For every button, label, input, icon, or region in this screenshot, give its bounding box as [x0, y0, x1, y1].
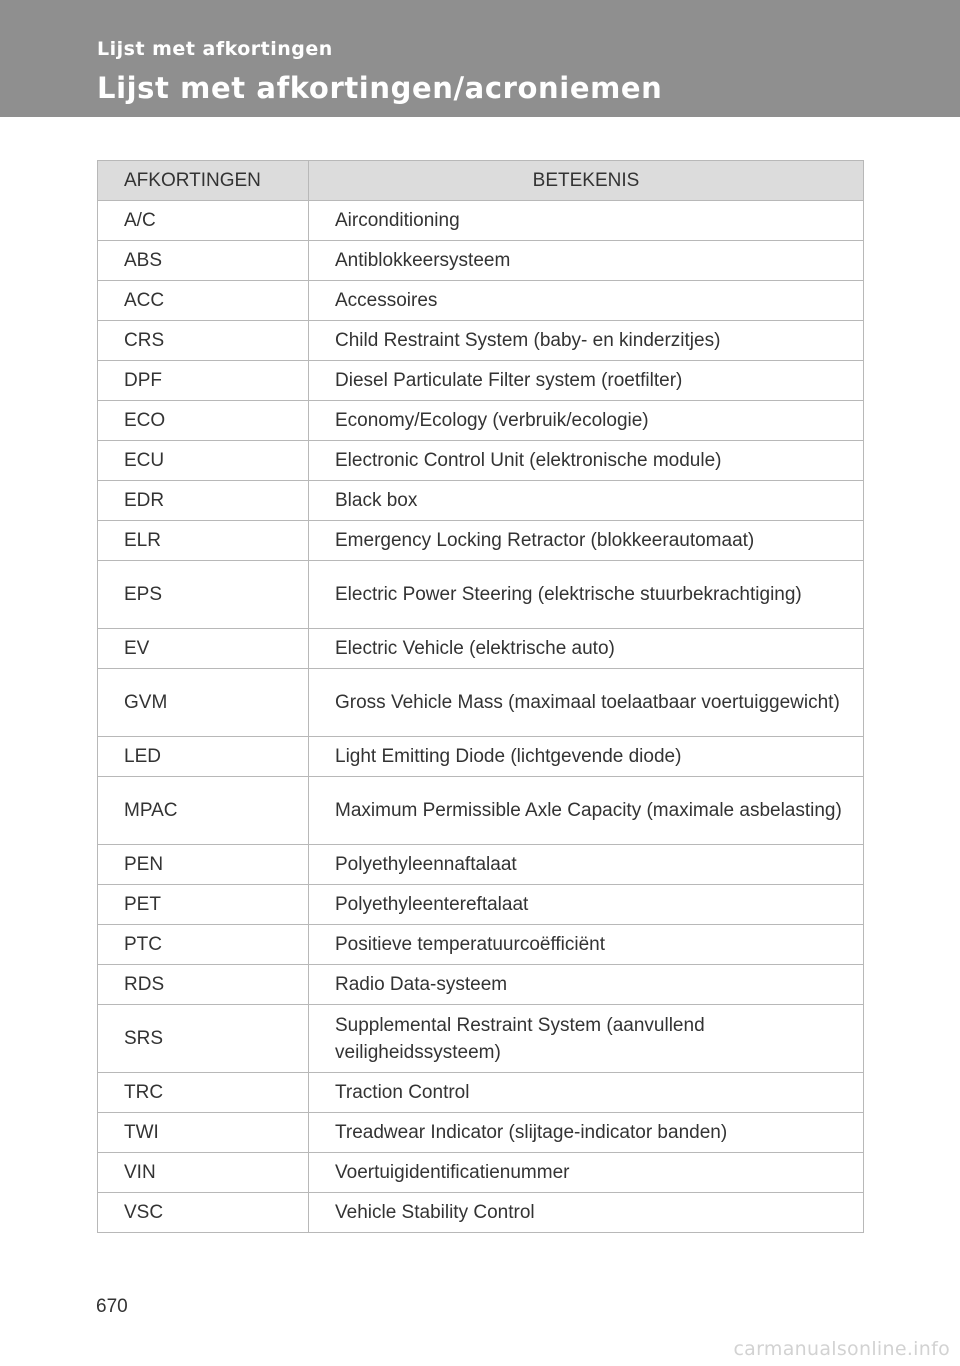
- table-row: [98, 281, 864, 321]
- abbreviation-cell: DPF: [98, 361, 309, 401]
- watermark-text: carmanualsonline.info: [733, 1338, 950, 1360]
- meaning-cell: Electric Vehicle (elektrische auto): [309, 629, 864, 669]
- page-number: 670: [96, 1296, 128, 1317]
- meaning-cell: Black box: [309, 481, 864, 521]
- table-row: [98, 361, 864, 401]
- table-row: [98, 401, 864, 441]
- meaning-cell: Maximum Permissible Axle Capacity (maximale asbelasting): [309, 777, 864, 845]
- abbreviation-cell: ACC: [98, 281, 309, 321]
- table-row: [98, 885, 864, 925]
- meaning-cell: Light Emitting Diode (lichtgevende diode): [309, 737, 864, 777]
- table-row: [98, 965, 864, 1005]
- table-row: [98, 1193, 864, 1233]
- table-row: [98, 629, 864, 669]
- meaning-cell: Airconditioning: [309, 201, 864, 241]
- abbreviations-table: [97, 160, 864, 1233]
- abbreviation-cell: ABS: [98, 241, 309, 281]
- meaning-cell: Supplemental Restraint System (aanvullend veiligheidssysteem): [309, 1005, 864, 1073]
- table-row: [98, 1073, 864, 1113]
- abbreviation-cell: PEN: [98, 845, 309, 885]
- abbreviation-cell: SRS: [98, 1005, 309, 1073]
- abbreviation-cell: RDS: [98, 965, 309, 1005]
- table-row: [98, 321, 864, 361]
- abbreviation-cell: TWI: [98, 1113, 309, 1153]
- meaning-cell: Economy/Ecology (verbruik/ecologie): [309, 401, 864, 441]
- meaning-cell: Electronic Control Unit (elektronische module): [309, 441, 864, 481]
- meaning-cell: Antiblokkeersysteem: [309, 241, 864, 281]
- meaning-cell: Voertuigidentificatienummer: [309, 1153, 864, 1193]
- table-row: [98, 201, 864, 241]
- table-row: [98, 669, 864, 737]
- page-title: Lijst met afkortingen/acroniemen: [97, 71, 663, 105]
- table-row: [98, 737, 864, 777]
- meaning-cell: Vehicle Stability Control: [309, 1193, 864, 1233]
- column-header-abbreviations: AFKORTINGEN: [98, 161, 309, 201]
- meaning-cell: Radio Data-systeem: [309, 965, 864, 1005]
- table-row: [98, 481, 864, 521]
- table-row: [98, 845, 864, 885]
- meaning-cell: Emergency Locking Retractor (blokkeerautomaat): [309, 521, 864, 561]
- abbreviation-cell: CRS: [98, 321, 309, 361]
- table-row: [98, 1153, 864, 1193]
- meaning-cell: Treadwear Indicator (slijtage-indicator banden): [309, 1113, 864, 1153]
- meaning-cell: Positieve temperatuurcoëfficiënt: [309, 925, 864, 965]
- table-row: [98, 925, 864, 965]
- abbreviation-cell: EV: [98, 629, 309, 669]
- chapter-header-band: [0, 0, 960, 117]
- abbreviation-cell: ECO: [98, 401, 309, 441]
- abbreviation-cell: EDR: [98, 481, 309, 521]
- abbreviation-cell: VSC: [98, 1193, 309, 1233]
- meaning-cell: Child Restraint System (baby- en kinderzitjes): [309, 321, 864, 361]
- table-row: [98, 777, 864, 845]
- table-header-row: [98, 161, 864, 201]
- abbreviation-cell: PTC: [98, 925, 309, 965]
- abbreviation-cell: ECU: [98, 441, 309, 481]
- abbreviation-cell: PET: [98, 885, 309, 925]
- table-row: [98, 1005, 864, 1073]
- meaning-cell: Polyethyleennaftalaat: [309, 845, 864, 885]
- column-header-meaning: BETEKENIS: [309, 161, 864, 201]
- abbreviation-cell: VIN: [98, 1153, 309, 1193]
- abbreviation-cell: TRC: [98, 1073, 309, 1113]
- meaning-cell: Traction Control: [309, 1073, 864, 1113]
- table-row: [98, 561, 864, 629]
- meaning-cell: Electric Power Steering (elektrische stuurbekrachtiging): [309, 561, 864, 629]
- table-row: [98, 441, 864, 481]
- table-row: [98, 241, 864, 281]
- abbreviation-cell: ELR: [98, 521, 309, 561]
- abbreviation-cell: GVM: [98, 669, 309, 737]
- table-row: [98, 1113, 864, 1153]
- meaning-cell: Accessoires: [309, 281, 864, 321]
- abbreviation-cell: EPS: [98, 561, 309, 629]
- abbreviation-cell: A/C: [98, 201, 309, 241]
- meaning-cell: Gross Vehicle Mass (maximaal toelaatbaar voertuiggewicht): [309, 669, 864, 737]
- meaning-cell: Polyethyleentereftalaat: [309, 885, 864, 925]
- table-row: [98, 521, 864, 561]
- chapter-subtitle: Lijst met afkortingen: [97, 38, 333, 60]
- meaning-cell: Diesel Particulate Filter system (roetfilter): [309, 361, 864, 401]
- abbreviation-cell: LED: [98, 737, 309, 777]
- abbreviation-cell: MPAC: [98, 777, 309, 845]
